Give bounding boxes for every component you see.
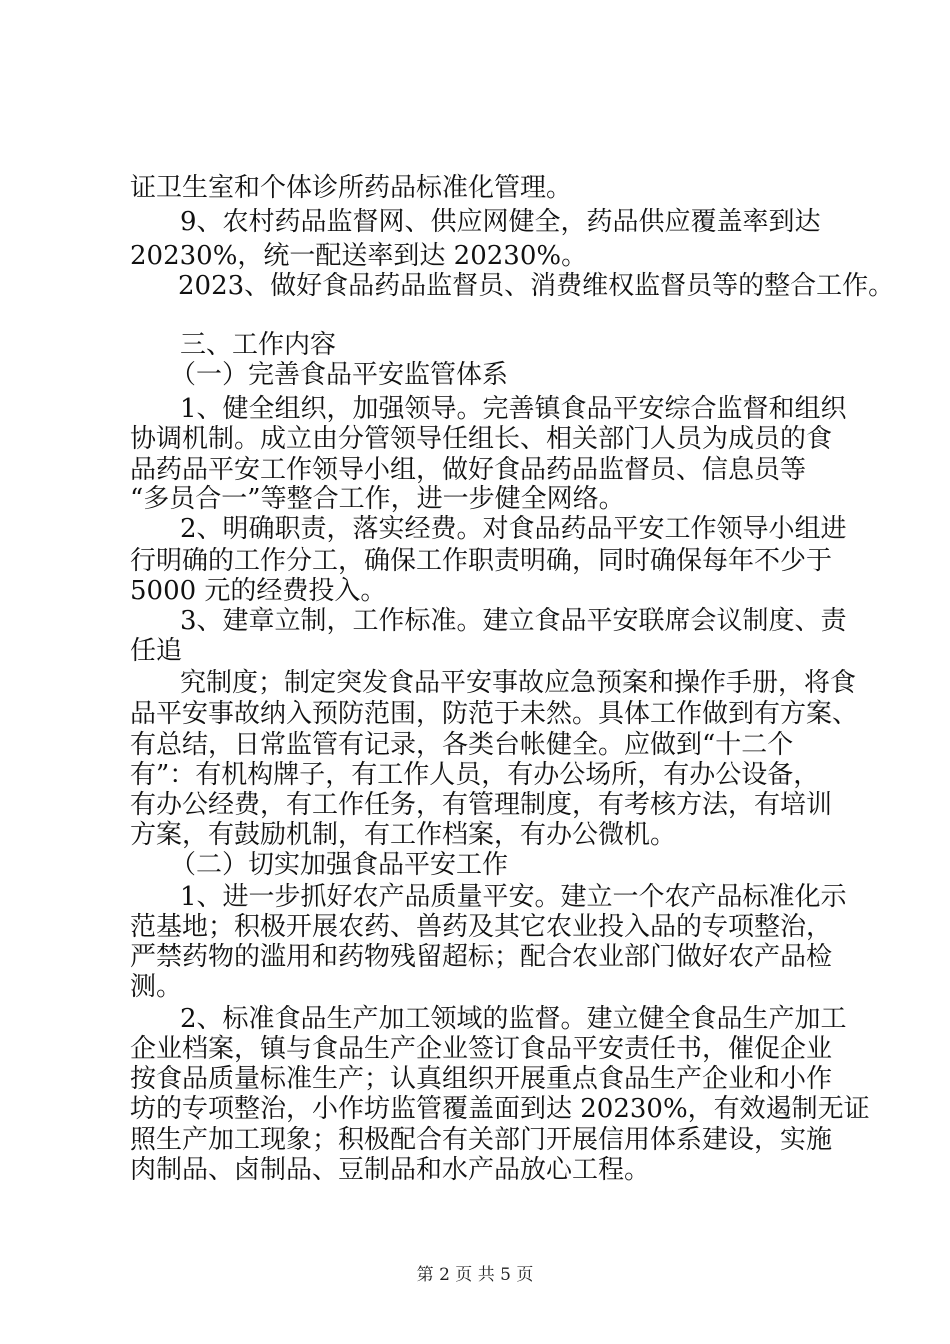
text-line: “多员合一”等整合工作，进一步健全网络。 [130,484,625,514]
section-heading: 三、工作内容 [180,330,337,360]
text-line: 按食品质量标准生产；认真组织开展重点食品生产企业和小作 [130,1064,833,1094]
text-line: 企业档案，镇与食品生产企业签订食品平安责任书，催促企业 [130,1034,833,1064]
text-line: 2、标准食品生产加工领域的监督。建立健全食品生产加工 [180,1004,847,1034]
text-line: 究制度；制定突发食品平安事故应急预案和操作手册，将食 [180,668,857,698]
text-line: 范基地；积极开展农药、兽药及其它农业投入品的专项整治， [130,912,833,942]
text-line: 任追 [130,636,183,666]
text-line: 照生产加工现象；积极配合有关部门开展信用体系建设，实施 [130,1125,833,1155]
text-line: 肉制品、卤制品、豆制品和水产品放心工程。 [130,1155,651,1185]
text-line: 3、建章立制，工作标准。建立食品平安联席会议制度、责 [180,606,847,636]
text-line: 有”：有机构牌子，有工作人员，有办公场所，有办公设备， [130,760,820,790]
text-line: 2023、做好食品药品监督员、消费维权监督员等的整合工作。 [178,271,895,301]
text-line: 品平安事故纳入预防范围，防范于未然。具体工作做到有方案、 [130,699,859,729]
subsection-heading: （一）完善食品平安监管体系 [170,360,509,390]
text-line: 20230%，统一配送率到达 20230%。 [130,241,588,271]
text-line: 品药品平安工作领导小组，做好食品药品监督员、信息员等 [130,455,807,485]
page-number: 第 2 页 共 5 页 [416,1265,534,1285]
text-line: 行明确的工作分工，确保工作职责明确，同时确保每年不少于 [130,546,833,576]
text-line: 有办公经费，有工作任务，有管理制度，有考核方法，有培训 [130,790,833,820]
text-line: 1、进一步抓好农产品质量平安。建立一个农产品标准化示 [180,882,847,912]
text-line: 9、农村药品监督网、供应网健全，药品供应覆盖率到达 [180,207,821,237]
text-line: 2、明确职责，落实经费。对食品药品平安工作领导小组进 [180,514,847,544]
text-line: 方案，有鼓励机制，有工作档案，有办公微机。 [130,820,677,850]
text-line: 测。 [130,972,183,1002]
text-line: 5000 元的经费投入。 [130,576,387,606]
subsection-heading: （二）切实加强食品平安工作 [170,850,509,880]
text-line: 证卫生室和个体诊所药品标准化管理。 [130,173,573,203]
text-line: 坊的专项整治，小作坊监管覆盖面到达 20230%，有效遏制无证 [130,1094,870,1124]
text-line: 严禁药物的滥用和药物残留超标；配合农业部门做好农产品检 [130,942,833,972]
text-line: 1、健全组织，加强领导。完善镇食品平安综合监督和组织 [180,394,847,424]
text-line: 协调机制。成立由分管领导任组长、相关部门人员为成员的食 [130,424,833,454]
text-line: 有总结，日常监管有记录，各类台帐健全。应做到“十二个 [130,730,794,760]
